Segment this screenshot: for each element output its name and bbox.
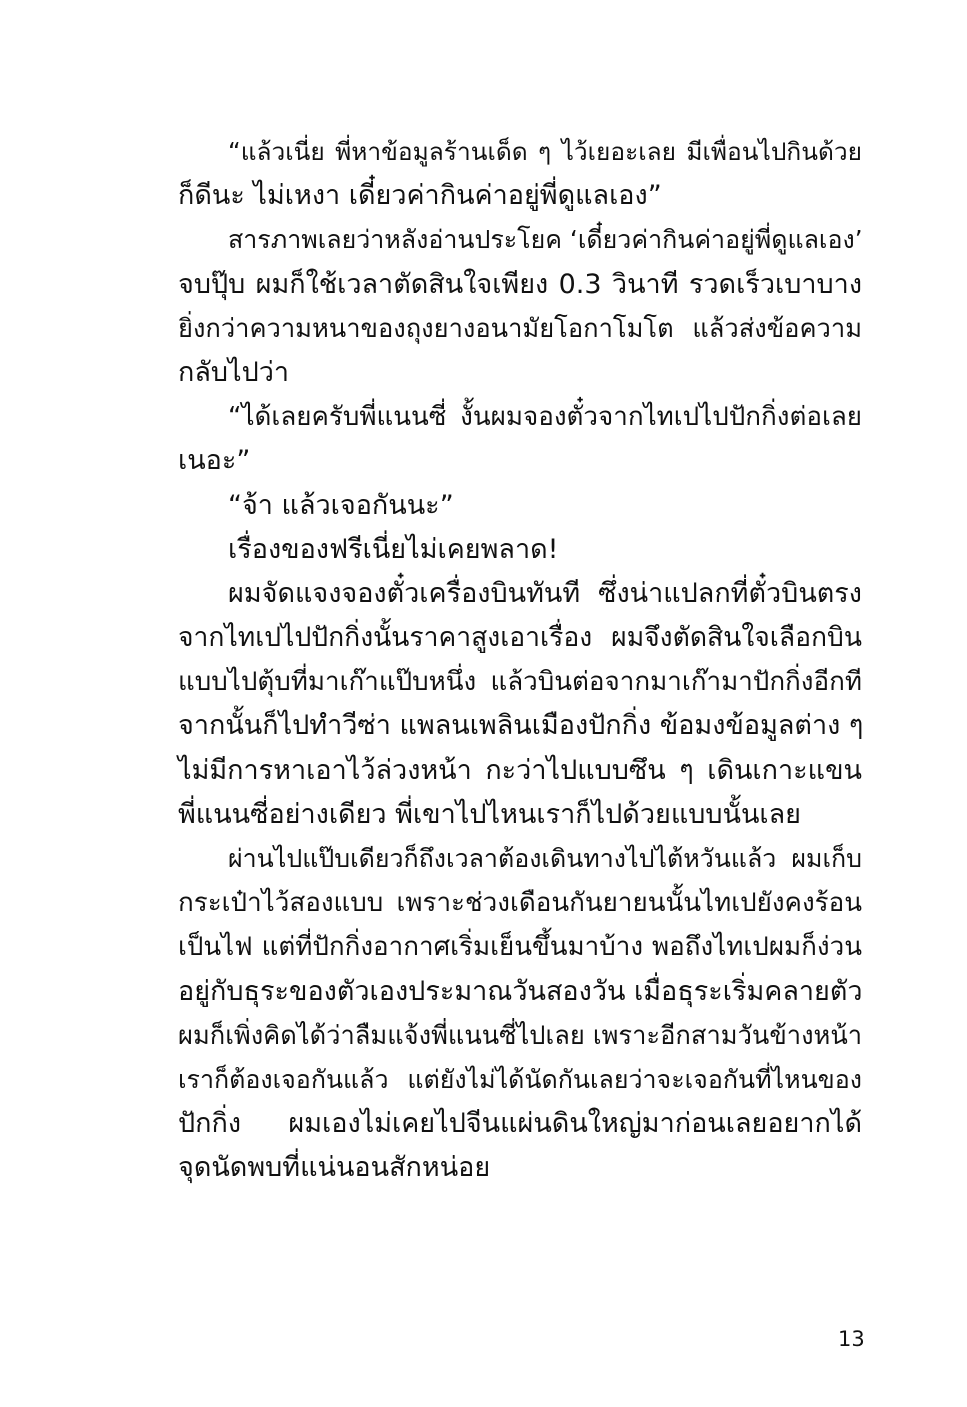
text-line: จากไทเปไปปักกิ่งนั้นราคาสูงเอาเรื่อง ผมจึงตัดสินใจเลือกบิน [178, 622, 862, 654]
text-line: กระเป๋าไว้สองแบบ เพราะช่วงเดือนกันยายนนั้นไทเปยังคงร้อน [178, 888, 862, 919]
text-line: เรื่องของฟรีเนี่ยไม่เคยพลาด! [228, 533, 559, 565]
text-line: ผมก็เพิ่งคิดได้ว่าลืมแจ้งพี่แนนซี่ไปเลย เพราะอีกสามวันข้างหน้า [178, 1020, 863, 1051]
text-line: สารภาพเลยว่าหลังอ่านประโยค ‘เดี๋ยวค่ากินค่าอยู่พี่ดูแลเอง’ [228, 225, 863, 255]
text-line: เนอะ” [178, 445, 251, 477]
text-line: อยู่กับธุระของตัวเองประมาณวันสองวัน เมื่อธุระเริ่มคลายตัว [178, 975, 863, 1007]
text-line: จบปุ๊บ ผมก็ใช้เวลาตัดสินใจเพียง 0.3 วินาที รวดเร็วเบาบาง [178, 268, 862, 300]
text-line: ปักกิ่ง ผมเองไม่เคยไปจีนแผ่นดินใหญ่มาก่อนเลยอยากได้ [178, 1108, 862, 1140]
text-line: ยิ่งกว่าความหนาของถุงยางอนามัยโอกาโมโต แล้วส่งข้อความ [178, 313, 862, 344]
text-line: กลับไปว่า [178, 356, 290, 388]
text-line: “จ้า แล้วเจอกันนะ” [228, 489, 454, 521]
text-line: “แล้วเนี่ย พี่หาข้อมูลร้านเด็ด ๆ ไว้เยอะเลย มีเพื่อนไปกินด้วย [228, 137, 862, 166]
body-text [178, 130, 862, 1191]
text-line: ไม่มีการหาเอาไว้ล่วงหน้า กะว่าไปแบบซึน ๆ เดินเกาะแขน [178, 754, 862, 786]
text-line: จุดนัดพบที่แน่นอนสักหน่อย [178, 1152, 491, 1184]
text-line: “ได้เลยครับพี่แนนซี่ งั้นผมจองตั๋วจากไทเปไปปักกิ่งต่อเลย [228, 402, 862, 433]
text-line: เราก็ต้องเจอกันแล้ว แต่ยังไม่ได้นัดกันเลยว่าจะเจอกันที่ไหนของ [178, 1064, 862, 1094]
text-line: ผมจัดแจงจองตั๋วเครื่องบินทันที ซึ่งน่าแปลกที่ตั๋วบินตรง [228, 577, 862, 609]
text-line: จากนั้นก็ไปทำวีซ่า แพลนเพลินเมืองปักกิ่ง ข้อมงข้อมูลต่าง ๆ [178, 710, 864, 742]
text-line: พี่แนนซี่อย่างเดียว พี่เขาไปไหนเราก็ไปด้วยแบบนั้นเลย [178, 798, 802, 830]
text-line: ผ่านไปแป๊บเดียวก็ถึงเวลาต้องเดินทางไปไต้หวันแล้ว ผมเก็บ [228, 844, 862, 873]
text-line: ก็ดีนะ ไม่เหงา เดี๋ยวค่ากินค่าอยู่พี่ดูแลเอง” [178, 180, 662, 212]
page-number: 13 [838, 1327, 865, 1351]
text-line: เป็นไฟ แต่ที่ปักกิ่งอากาศเริ่มเย็นขึ้นมาบ้าง พอถึงไทเปผมก็ง่วน [178, 932, 862, 963]
text-line: แบบไปตุ้บที่มาเก๊าแป๊บหนึ่ง แล้วบินต่อจากมาเก๊ามาปักกิ่งอีกที [178, 667, 862, 698]
